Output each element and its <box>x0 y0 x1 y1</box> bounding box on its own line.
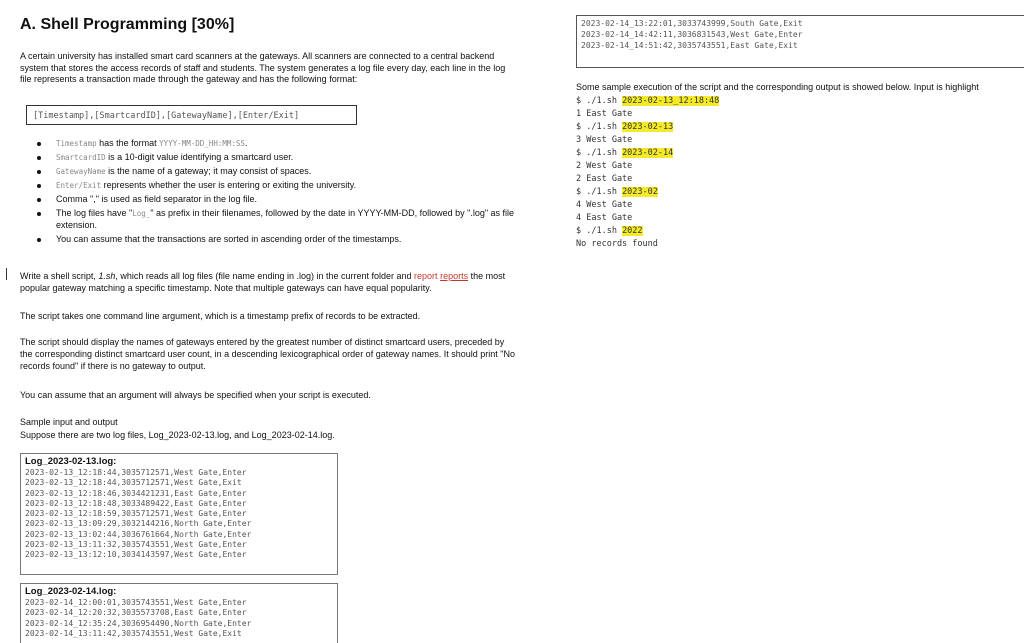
format-line: [Timestamp],[SmartcardID],[GatewayName],[Enter/Exit] <box>33 111 300 121</box>
output-line: 4 East Gate <box>576 213 633 223</box>
bullet-item <box>36 234 516 246</box>
log-file-2 <box>20 583 338 643</box>
log-line: 2023-02-14_14:42:11,3036831543,West Gate,Enter <box>581 30 803 39</box>
field-name: GatewayName <box>56 167 106 176</box>
inline-code: YYYY-MM-DD_HH:MM:SS <box>159 139 245 148</box>
command-line <box>576 95 1016 108</box>
log-line: 2023-02-13_13:02:44,3036761664,North Gate,Enter <box>25 529 252 539</box>
sample-execution-intro: Some sample execution of the script and the corresponding output is showed below. Input is highlight <box>576 82 979 92</box>
bullet-text: Comma "," is used as field separator in the log file. <box>56 194 257 204</box>
log-file-1-lines <box>21 468 337 561</box>
bullet-text: has the format <box>96 138 160 148</box>
section-title: A. Shell Programming [30%] <box>20 16 235 33</box>
log-line: 2023-02-13_12:18:59,3035712571,West Gate,Enter <box>25 509 247 519</box>
output-line: 2 East Gate <box>576 174 633 184</box>
shell-prompt: $ ./1.sh <box>576 226 623 236</box>
log-line: 2023-02-14_12:20:32,3035573708,East Gate,Enter <box>25 608 247 618</box>
shell-prompt: $ ./1.sh <box>576 187 623 197</box>
log-line: 2023-02-13_12:18:46,3034421231,East Gate,Enter <box>25 488 247 498</box>
inline-code: Log_ <box>132 209 151 218</box>
sample-execution <box>576 95 1016 251</box>
command-line <box>576 121 1016 134</box>
field-name: Timestamp <box>56 139 97 148</box>
bullet-text: is a 10-digit value identifying a smartcard user. <box>105 152 294 162</box>
log-file-1 <box>20 453 338 575</box>
shell-prompt: $ ./1.sh <box>576 122 623 132</box>
task-paragraph-4: You can assume that an argument will always be specified when your script is executed. <box>20 390 371 400</box>
bullet-text: is the name of a gateway; it may consist of spaces. <box>105 166 312 176</box>
output-line: 4 West Gate <box>576 200 633 210</box>
command-line <box>576 147 1016 160</box>
script-name: 1.sh <box>98 271 116 281</box>
bullet-item <box>36 208 516 231</box>
task-text: the most popular gateway matching a specific timestamp. Note that multiple gateways can have equal popularity. <box>20 271 506 293</box>
highlighted-input: 2023-02-14 <box>622 148 674 158</box>
bullet-text: . <box>244 138 248 148</box>
bullet-item <box>36 152 516 164</box>
task-paragraph-2: The script takes one command line argument, which is a timestamp prefix of records to be extracted. <box>20 311 421 321</box>
bullet-item <box>36 180 516 192</box>
log-file-2-header: Log_2023-02-14.log: <box>25 586 117 597</box>
tracked-insertion: reports <box>440 271 469 281</box>
log-line: 2023-02-14_13:22:01,3033743999,South Gate,Exit <box>581 19 803 28</box>
log-line: 2023-02-13_12:18:48,3033489422,East Gate,Enter <box>25 498 247 508</box>
log-line: 2023-02-14_12:35:24,3036954490,North Gate,Enter <box>25 618 252 628</box>
tracked-deletion: report <box>414 271 438 281</box>
log-file-2-continued-lines <box>581 18 1024 51</box>
log-line: 2023-02-13_12:18:44,3035712571,West Gate,Enter <box>25 468 247 477</box>
log-file-2-lines <box>21 598 337 639</box>
field-name: SmartcardID <box>56 153 106 162</box>
bullet-item <box>36 138 516 150</box>
sample-description: Suppose there are two log files, Log_2023-02-13.log, and Log_2023-02-14.log. <box>20 430 335 440</box>
highlighted-input: 2023-02-13 <box>622 122 674 132</box>
output-line: 3 West Gate <box>576 135 633 145</box>
highlighted-input: 2023-02-13_12:18:48 <box>622 96 720 106</box>
bullet-item <box>36 166 516 178</box>
sample-heading: Sample input and output <box>20 417 118 427</box>
bullet-text: " as prefix in their filenames, followed by the date in YYYY-MM-DD, followed by ".log" as file extension. <box>56 208 515 230</box>
log-line: 2023-02-13_13:11:32,3035743551,West Gate,Enter <box>25 540 247 550</box>
task-paragraph-3: The script should display the names of gateways entered by the greatest number of distinct smartcard users, preceded by the corresponding distinct smartcard user count, in a descending lexicographical order of gateway names. It should print "No records found" if there is no gateway to output. <box>20 337 515 371</box>
task-text: , which reads all log files (file name ending in .log) in the current folder and <box>115 271 415 281</box>
log-line: 2023-02-13_12:18:44,3035712571,West Gate,Exit <box>25 478 242 488</box>
bullet-item <box>36 194 516 206</box>
shell-prompt: $ ./1.sh <box>576 148 623 158</box>
text-cursor <box>6 268 7 280</box>
log-line: 2023-02-14_13:11:42,3035743551,West Gate,Exit <box>25 628 242 638</box>
command-line <box>576 186 1016 199</box>
output-line: No records found <box>576 239 658 249</box>
shell-prompt: $ ./1.sh <box>576 96 623 106</box>
output-line: 2 West Gate <box>576 161 633 171</box>
bullet-text: The log files have " <box>56 208 133 218</box>
command-line <box>576 225 1016 238</box>
log-line: 2023-02-13_13:09:29,3032144216,North Gate,Enter <box>25 519 252 529</box>
intro-paragraph: A certain university has installed smart card scanners at the gateways. All scanners are connected to a central backend system that stores the access records of staff and students. The system generates a log file every day, each line in the log file represents a transaction made through the gateway and has the following format: <box>20 51 506 85</box>
field-name: Enter/Exit <box>56 181 102 190</box>
log-file-2-continued <box>576 15 1024 68</box>
format-box <box>26 105 357 125</box>
log-line: 2023-02-13_13:12:10,3034143597,West Gate,Enter <box>25 550 247 560</box>
bullet-text: represents whether the user is entering or exiting the university. <box>101 180 357 190</box>
log-line: 2023-02-14_14:51:42,3035743551,East Gate,Exit <box>581 41 798 50</box>
highlighted-input: 2022 <box>622 226 643 236</box>
highlighted-input: 2023-02 <box>622 187 658 197</box>
log-line: 2023-02-14_12:00:01,3035743551,West Gate,Enter <box>25 598 247 607</box>
field-description-list <box>36 138 516 248</box>
log-file-1-header: Log_2023-02-13.log: <box>25 456 117 467</box>
output-line: 1 East Gate <box>576 109 633 119</box>
task-paragraph-1 <box>20 270 515 294</box>
task-text: Write a shell script, <box>20 271 99 281</box>
bullet-text: You can assume that the transactions are sorted in ascending order of the timestamps. <box>56 233 402 244</box>
